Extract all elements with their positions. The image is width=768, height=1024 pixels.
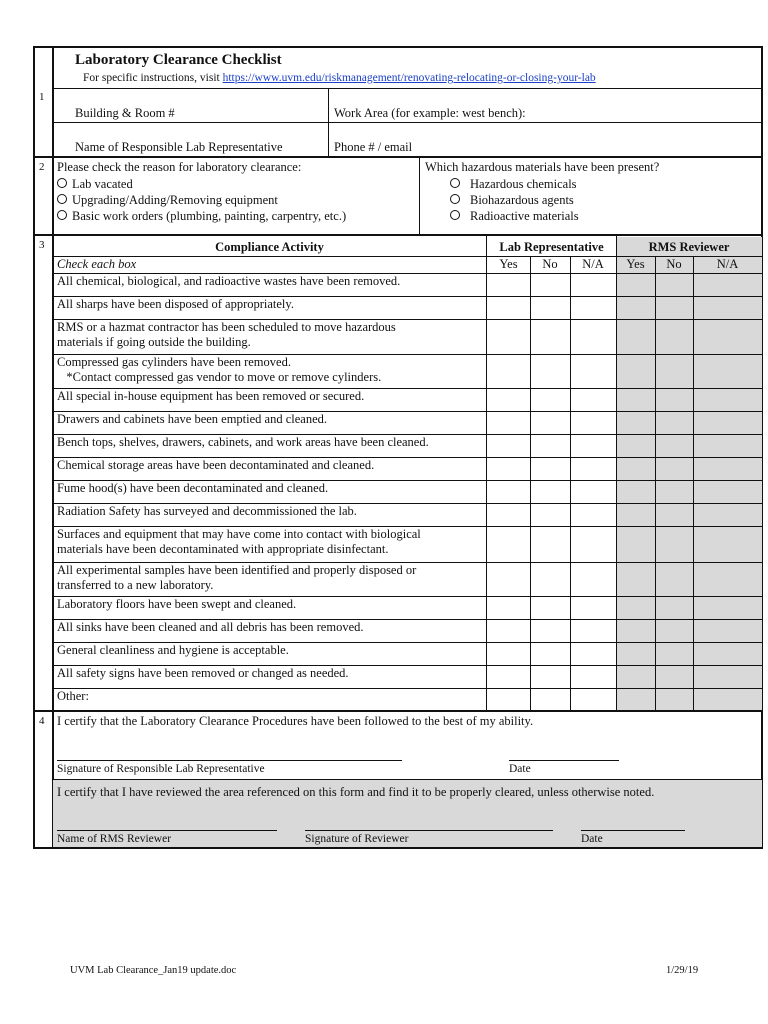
checkbox-cell-rms-no[interactable] <box>656 689 693 710</box>
checkbox-cell-rms-no[interactable] <box>656 389 693 410</box>
name-line[interactable] <box>57 830 277 831</box>
checkbox-cell-rms-yes[interactable] <box>617 297 655 318</box>
activity-text-line: Fume hood(s) have been decontaminated and cleaned. <box>57 481 329 495</box>
activity-text-line: All special in-house equipment has been removed or secured. <box>57 389 365 403</box>
hazard-option-radioactive[interactable]: Radioactive materials <box>450 209 579 224</box>
date-line[interactable] <box>509 760 619 761</box>
checkbox-cell-rms-no[interactable] <box>656 620 693 641</box>
activity-row-text <box>57 297 487 312</box>
checkbox-cell-rep-yes[interactable] <box>487 320 530 353</box>
activity-row-text <box>57 563 487 593</box>
checkbox-cell-rms-yes[interactable] <box>617 563 655 595</box>
activity-row-text <box>57 458 487 473</box>
col-header-no: No <box>542 257 558 271</box>
checkbox-cell-rep-no[interactable] <box>531 297 570 318</box>
checkbox-cell-rep-na[interactable] <box>571 389 616 410</box>
reason-prompt: Please check the reason for laboratory clearance: <box>57 160 302 174</box>
rms-signature-label: Signature of Reviewer <box>305 833 409 845</box>
checkbox-cell-rep-yes[interactable] <box>487 274 530 295</box>
checkbox-cell-rms-yes[interactable] <box>617 355 655 387</box>
divider <box>34 156 762 158</box>
rep-signature-label: Signature of Responsible Lab Representative <box>57 763 265 775</box>
activity-row-text <box>57 689 487 704</box>
checkbox-cell-rms-na[interactable] <box>694 320 762 353</box>
divider <box>419 157 420 234</box>
activity-text-line: General cleanliness and hygiene is acceptable. <box>57 643 289 657</box>
building-room-label: Building & Room # <box>75 106 175 120</box>
activity-text-line: RMS or a hazmat contractor has been scheduled to move hazardous <box>57 320 396 334</box>
activity-row-text <box>57 355 487 385</box>
checkbox-cell-rms-no[interactable] <box>656 481 693 502</box>
date-line[interactable] <box>581 830 685 831</box>
checkbox-cell-rms-na[interactable] <box>694 643 762 664</box>
reason-option-equipment[interactable]: Upgrading/Adding/Removing equipment <box>57 193 278 208</box>
checkbox-cell-rms-no[interactable] <box>656 504 693 525</box>
checkbox-cell-rep-no[interactable] <box>531 320 570 353</box>
checkbox-cell-rep-no[interactable] <box>531 527 570 561</box>
checkbox-cell-rep-yes[interactable] <box>487 620 530 641</box>
activity-row-text <box>57 643 487 658</box>
hazard-option-biohazard[interactable]: Biohazardous agents <box>450 193 574 208</box>
checkbox-cell-rms-no[interactable] <box>656 297 693 318</box>
divider <box>34 234 762 236</box>
checkbox-cell-rep-no[interactable] <box>531 597 570 618</box>
activity-text-line: All sinks have been cleaned and all debris has been removed. <box>57 620 364 634</box>
checkbox-cell-rep-yes[interactable] <box>487 504 530 525</box>
checkbox-cell-rep-na[interactable] <box>571 412 616 433</box>
signature-line[interactable] <box>305 830 553 831</box>
checkbox-cell-rep-yes[interactable] <box>487 297 530 318</box>
checkbox-cell-rep-na[interactable] <box>571 620 616 641</box>
activity-text-line: Radiation Safety has surveyed and decommissioned the lab. <box>57 504 357 518</box>
section-number-1: 1 <box>39 91 45 103</box>
col-header-rms-yes: Yes <box>626 257 645 271</box>
checkbox-cell-rms-yes[interactable] <box>617 597 655 618</box>
checkbox-cell-rms-na[interactable] <box>694 435 762 456</box>
checkbox-cell-rms-yes[interactable] <box>617 689 655 710</box>
checkbox-cell-rep-no[interactable] <box>531 412 570 433</box>
activity-text-line: Drawers and cabinets have been emptied and cleaned. <box>57 412 328 426</box>
activity-row-text <box>57 274 487 289</box>
checkbox-cell-rep-no[interactable] <box>531 620 570 641</box>
checkbox-cell-rms-na[interactable] <box>694 389 762 410</box>
checkbox-cell-rep-na[interactable] <box>571 274 616 295</box>
checkbox-cell-rms-no[interactable] <box>656 320 693 353</box>
activity-text-line: Bench tops, shelves, drawers, cabinets, and work areas have been cleaned. <box>57 435 429 449</box>
checkbox-cell-rms-na[interactable] <box>694 527 762 561</box>
divider <box>53 122 763 123</box>
checkbox-cell-rep-na[interactable] <box>571 320 616 353</box>
checkbox-cell-rms-yes[interactable] <box>617 458 655 479</box>
activity-text-line: *Contact compressed gas vendor to move or remove cylinders. <box>57 370 382 384</box>
instructions-line <box>83 71 596 86</box>
activity-text-line: Surfaces and equipment that may have come into contact with biological <box>57 527 421 541</box>
section-number-2: 2 <box>39 161 45 173</box>
activity-text-line: Laboratory floors have been swept and cleaned. <box>57 597 297 611</box>
activity-row-text <box>57 320 487 350</box>
radio-circle-icon[interactable] <box>57 178 67 188</box>
checkbox-cell-rep-yes[interactable] <box>487 643 530 664</box>
activity-text-line: Other: <box>57 689 89 703</box>
activity-text-line: All chemical, biological, and radioactive wastes have been removed. <box>57 274 401 288</box>
checkbox-cell-rms-yes[interactable] <box>617 274 655 295</box>
instructions-link[interactable]: https://www.uvm.edu/riskmanagement/renovating-relocating-or-closing-your-lab <box>222 72 596 84</box>
checkbox-cell-rep-yes[interactable] <box>487 389 530 410</box>
rep-certify-statement: I certify that the Laboratory Clearance Procedures have been followed to the best of my ability. <box>57 714 534 728</box>
activity-row-text <box>57 389 487 404</box>
radio-circle-icon[interactable] <box>57 210 67 220</box>
activity-row-text <box>57 504 487 519</box>
work-area-label: Work Area (for example: west bench): <box>334 106 526 120</box>
checkbox-cell-rms-yes[interactable] <box>617 643 655 664</box>
checkbox-cell-rep-yes[interactable] <box>487 527 530 561</box>
checkbox-cell-rep-yes[interactable] <box>487 597 530 618</box>
checkbox-cell-rep-no[interactable] <box>531 481 570 502</box>
checkbox-cell-rms-no[interactable] <box>656 355 693 387</box>
checkbox-cell-rep-yes[interactable] <box>487 563 530 595</box>
checkbox-cell-rep-no[interactable] <box>531 504 570 525</box>
checkbox-cell-rms-yes[interactable] <box>617 504 655 525</box>
radio-circle-icon[interactable] <box>450 178 460 188</box>
hazards-prompt: Which hazardous materials have been present? <box>425 160 660 174</box>
reason-option-work-orders[interactable]: Basic work orders (plumbing, painting, carpentry, etc.) <box>57 209 346 224</box>
checkbox-cell-rms-na[interactable] <box>694 355 762 387</box>
checkbox-cell-rep-na[interactable] <box>571 597 616 618</box>
activity-text-line: All experimental samples have been identified and properly disposed or <box>57 563 417 577</box>
rms-name-label: Name of RMS Reviewer <box>57 833 172 845</box>
col-header-rms-na: N/A <box>716 257 739 271</box>
responsible-rep-label: Name of Responsible Lab Representative <box>75 140 283 154</box>
checkbox-cell-rms-no[interactable] <box>656 666 693 687</box>
section-number-divider <box>52 47 54 848</box>
checkbox-cell-rep-na[interactable] <box>571 666 616 687</box>
checkbox-cell-rep-yes[interactable] <box>487 412 530 433</box>
checkbox-cell-rms-na[interactable] <box>694 458 762 479</box>
checkbox-cell-rms-no[interactable] <box>656 643 693 664</box>
rep-date-label: Date <box>509 763 531 775</box>
checkbox-cell-rms-yes[interactable] <box>617 481 655 502</box>
checkbox-cell-rms-yes[interactable] <box>617 389 655 410</box>
checkbox-cell-rms-na[interactable] <box>694 597 762 618</box>
checkbox-cell-rms-no[interactable] <box>656 435 693 456</box>
activity-text-line: materials if going outside the building. <box>57 335 251 349</box>
activity-text-line: All sharps have been disposed of appropriately. <box>57 297 294 311</box>
checkbox-cell-rep-no[interactable] <box>531 389 570 410</box>
rms-date-label: Date <box>581 833 603 845</box>
activity-row-text <box>57 666 487 681</box>
checkbox-cell-rms-no[interactable] <box>656 597 693 618</box>
checkbox-cell-rms-yes[interactable] <box>617 527 655 561</box>
checkbox-cell-rms-na[interactable] <box>694 666 762 687</box>
activity-text-line: transferred to a new laboratory. <box>57 578 214 592</box>
rms-certify-statement: I certify that I have reviewed the area referenced on this form and find it to be properly cleared, unless otherwise noted. <box>57 785 655 799</box>
instructions-prefix: For specific instructions, visit <box>83 72 223 84</box>
checkbox-cell-rms-na[interactable] <box>694 620 762 641</box>
checkbox-cell-rms-yes[interactable] <box>617 412 655 433</box>
checkbox-cell-rms-no[interactable] <box>656 563 693 595</box>
checkbox-cell-rep-na[interactable] <box>571 689 616 710</box>
col-header-yes: Yes <box>499 257 518 271</box>
activity-row-text <box>57 597 487 612</box>
checkbox-cell-rms-na[interactable] <box>694 563 762 595</box>
checkbox-cell-rms-na[interactable] <box>694 504 762 525</box>
checkbox-cell-rep-no[interactable] <box>531 666 570 687</box>
radio-circle-icon[interactable] <box>450 210 460 220</box>
form-title: Laboratory Clearance Checklist <box>75 52 282 68</box>
checkbox-cell-rms-yes[interactable] <box>617 666 655 687</box>
checkbox-cell-rep-no[interactable] <box>531 643 570 664</box>
section-number-4: 4 <box>39 715 45 727</box>
activity-row-text <box>57 481 487 496</box>
radio-circle-icon[interactable] <box>57 194 67 204</box>
footer-filename: UVM Lab Clearance_Jan19 update.doc <box>70 965 237 976</box>
checkbox-cell-rms-no[interactable] <box>656 412 693 433</box>
phone-email-label: Phone # / email <box>334 140 413 154</box>
signature-line[interactable] <box>57 760 402 761</box>
checkbox-cell-rep-na[interactable] <box>571 458 616 479</box>
divider <box>34 710 762 712</box>
checkbox-cell-rep-no[interactable] <box>531 274 570 295</box>
checkbox-cell-rep-no[interactable] <box>531 689 570 710</box>
activity-text-line: Chemical storage areas have been decontaminated and cleaned. <box>57 458 375 472</box>
activity-row-text <box>57 620 487 635</box>
checkbox-cell-rep-na[interactable] <box>571 504 616 525</box>
checkbox-cell-rep-na[interactable] <box>571 563 616 595</box>
activity-row-text <box>57 527 487 557</box>
checkbox-cell-rms-na[interactable] <box>694 297 762 318</box>
checkbox-cell-rep-yes[interactable] <box>487 689 530 710</box>
checkbox-cell-rep-yes[interactable] <box>487 666 530 687</box>
hazard-option-chemicals[interactable]: Hazardous chemicals <box>450 177 577 192</box>
checkbox-cell-rep-no[interactable] <box>531 458 570 479</box>
check-each-box-label: Check each box <box>57 257 137 271</box>
checkbox-cell-rms-yes[interactable] <box>617 320 655 353</box>
activity-header: Compliance Activity <box>215 240 324 254</box>
checkbox-cell-rms-no[interactable] <box>656 274 693 295</box>
checkbox-cell-rms-na[interactable] <box>694 689 762 710</box>
checkbox-cell-rep-na[interactable] <box>571 481 616 502</box>
footer-date: 1/29/19 <box>666 965 699 976</box>
checkbox-cell-rep-yes[interactable] <box>487 481 530 502</box>
checkbox-cell-rms-no[interactable] <box>656 527 693 561</box>
activity-row-text <box>57 412 487 427</box>
divider <box>53 88 763 89</box>
divider <box>328 88 329 158</box>
lab-rep-header: Lab Representative <box>499 240 604 254</box>
checkbox-cell-rms-na[interactable] <box>694 412 762 433</box>
checkbox-cell-rms-yes[interactable] <box>617 620 655 641</box>
checkbox-cell-rep-na[interactable] <box>571 643 616 664</box>
section-number-3: 3 <box>39 239 45 251</box>
checkbox-cell-rep-na[interactable] <box>571 527 616 561</box>
activity-text-line: All safety signs have been removed or changed as needed. <box>57 666 349 680</box>
reason-option-lab-vacated[interactable]: Lab vacated <box>57 177 133 192</box>
checkbox-cell-rep-na[interactable] <box>571 435 616 456</box>
rms-reviewer-header: RMS Reviewer <box>648 240 730 254</box>
col-header-na: N/A <box>582 257 604 271</box>
col-header-rms-no: No <box>666 257 682 271</box>
checkbox-cell-rms-yes[interactable] <box>617 435 655 456</box>
checkbox-cell-rms-na[interactable] <box>694 481 762 502</box>
checkbox-cell-rep-yes[interactable] <box>487 458 530 479</box>
checkbox-cell-rep-no[interactable] <box>531 355 570 387</box>
activity-text-line: Compressed gas cylinders have been removed. <box>57 355 291 369</box>
checkbox-cell-rep-no[interactable] <box>531 435 570 456</box>
checkbox-cell-rep-yes[interactable] <box>487 435 530 456</box>
radio-circle-icon[interactable] <box>450 194 460 204</box>
checkbox-cell-rms-na[interactable] <box>694 274 762 295</box>
checkbox-cell-rep-no[interactable] <box>531 563 570 595</box>
checkbox-cell-rep-yes[interactable] <box>487 355 530 387</box>
activity-row-text <box>57 435 487 450</box>
activity-text-line: materials have been decontaminated with appropriate disinfectant. <box>57 542 389 556</box>
checkbox-cell-rep-na[interactable] <box>571 297 616 318</box>
checkbox-cell-rep-na[interactable] <box>571 355 616 387</box>
checkbox-cell-rms-no[interactable] <box>656 458 693 479</box>
